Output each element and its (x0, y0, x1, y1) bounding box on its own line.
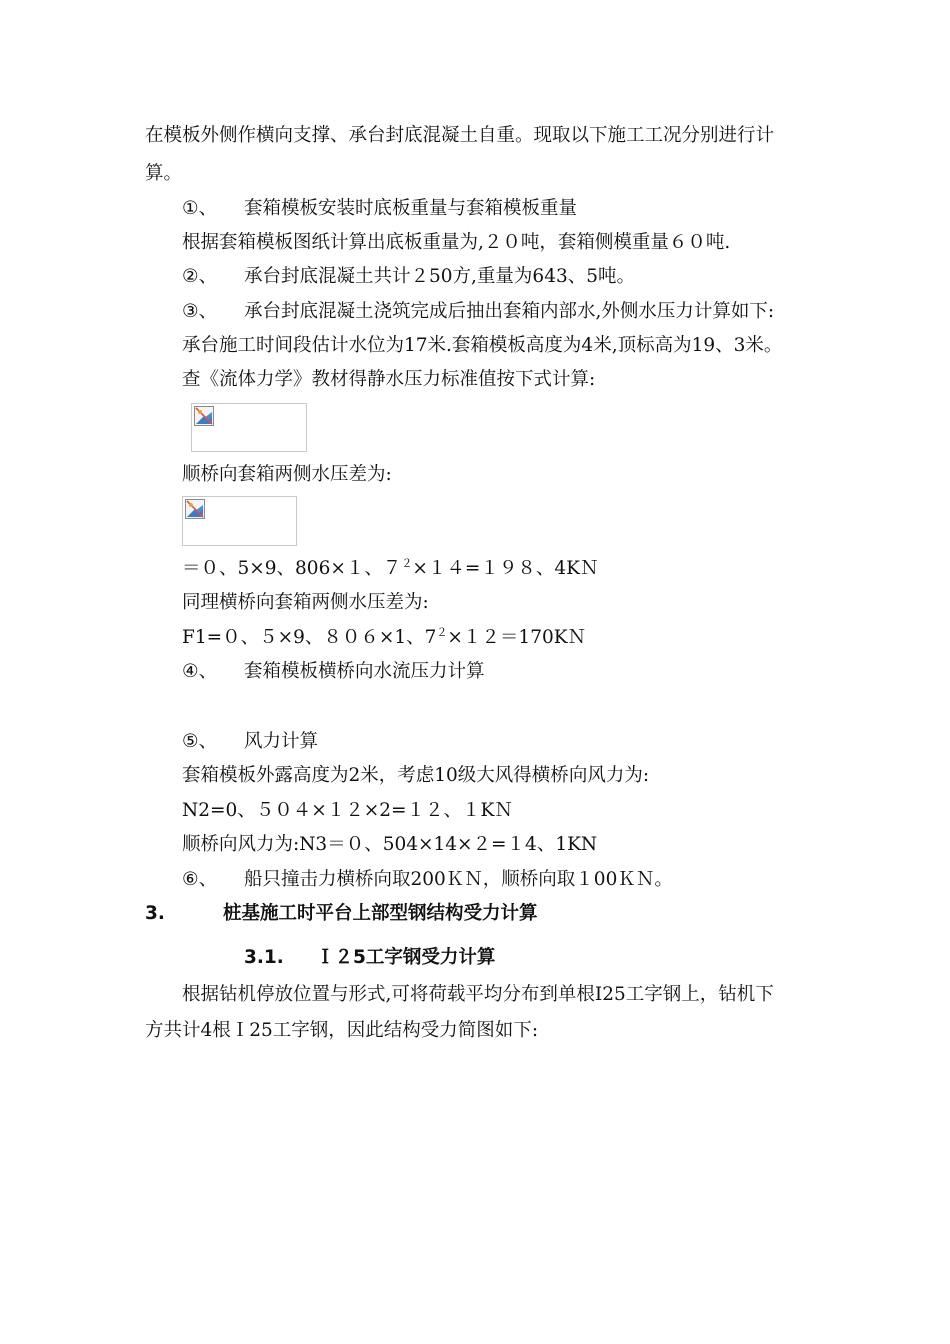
heading-text: 桩基施工时平台上部型钢结构受力计算 (223, 903, 538, 924)
list-number: ①、 (182, 198, 218, 219)
list-item-4 (182, 660, 485, 684)
paragraph-line: 承台施工时间段估计水位为17米.套箱模板高度为4米,顶标高为19、3米。 (182, 335, 783, 356)
paragraph-line: 顺桥向套箱两侧水压差为: (182, 464, 392, 485)
heading-text: Ｉ２5工字钢受力计算 (316, 947, 496, 968)
formula-image-placeholder (191, 403, 307, 452)
equation-line (182, 626, 586, 650)
list-number: ②、 (182, 266, 218, 287)
list-text: 套箱模板安装时底板重量与套箱模板重量 (244, 198, 578, 219)
list-item-6 (182, 868, 673, 892)
list-item-3 (182, 300, 774, 324)
equation-line (182, 557, 598, 581)
equation-part: ×１４=１９８、4KＮ (412, 558, 599, 579)
paragraph-line: 方共计4根Ｉ25工字钢，因此结构受力简图如下: (145, 1020, 539, 1041)
list-text: 船只撞击力横桥向取200ＫＮ，顺桥向取１00ＫＮ。 (244, 869, 673, 890)
list-number: ⑥、 (182, 869, 218, 890)
equation-part: ＝０、5×9、806×１、７ (182, 558, 402, 579)
section-heading-3-1 (244, 946, 495, 970)
list-item-1 (182, 197, 577, 221)
broken-image-icon (185, 499, 205, 519)
equation-line: 顺桥向风力为:N3＝０、504×14×２=１4、1KN (182, 834, 598, 855)
heading-number: 3.1. (244, 947, 284, 968)
paragraph-line: 算。 (145, 163, 183, 184)
list-text: 承台封底混凝土浇筑完成后抽出套箱内部水,外侧水压力计算如下: (244, 301, 775, 322)
paragraph-line: 查《流体力学》教材得静水压力标准值按下式计算: (182, 369, 596, 390)
list-text: 风力计算 (244, 731, 319, 752)
broken-image-icon (194, 406, 214, 426)
heading-number: 3. (145, 903, 165, 924)
formula-image-placeholder (182, 496, 297, 546)
paragraph-line: 同理横桥向套箱两侧水压差为: (182, 592, 429, 613)
list-item-2 (182, 265, 635, 289)
equation-part: F1=０、５×9、８０６×1、7 (182, 627, 437, 648)
paragraph-line: 根据钻机停放位置与形式,可将荷载平均分布到单根I25工字钢上，钻机下 (182, 984, 774, 1005)
superscript: ２ (436, 626, 448, 639)
equation-part: ×１２＝170KＮ (447, 627, 587, 648)
paragraph-line: 套箱模板外露高度为2米，考虑10级大风得横桥向风力为: (182, 765, 650, 786)
list-item-5 (182, 730, 318, 754)
list-text: 承台封底混凝土共计２50方,重量为643、5吨。 (244, 266, 636, 287)
equation-line: N2=0、５０４×１２×2=１２、１KＮ (182, 800, 513, 821)
list-number: ③、 (182, 301, 218, 322)
superscript: ２ (401, 557, 413, 570)
list-number: ⑤、 (182, 731, 218, 752)
list-number: ④、 (182, 661, 218, 682)
list-text: 套箱模板横桥向水流压力计算 (244, 661, 485, 682)
paragraph-line: 在模板外侧作横向支撑、承台封底混凝土自重。现取以下施工工况分别进行计 (145, 125, 775, 146)
section-heading-3 (145, 902, 538, 926)
paragraph-line: 根据套箱模板图纸计算出底板重量为,２０吨，套箱侧模重量６０吨. (182, 232, 731, 253)
